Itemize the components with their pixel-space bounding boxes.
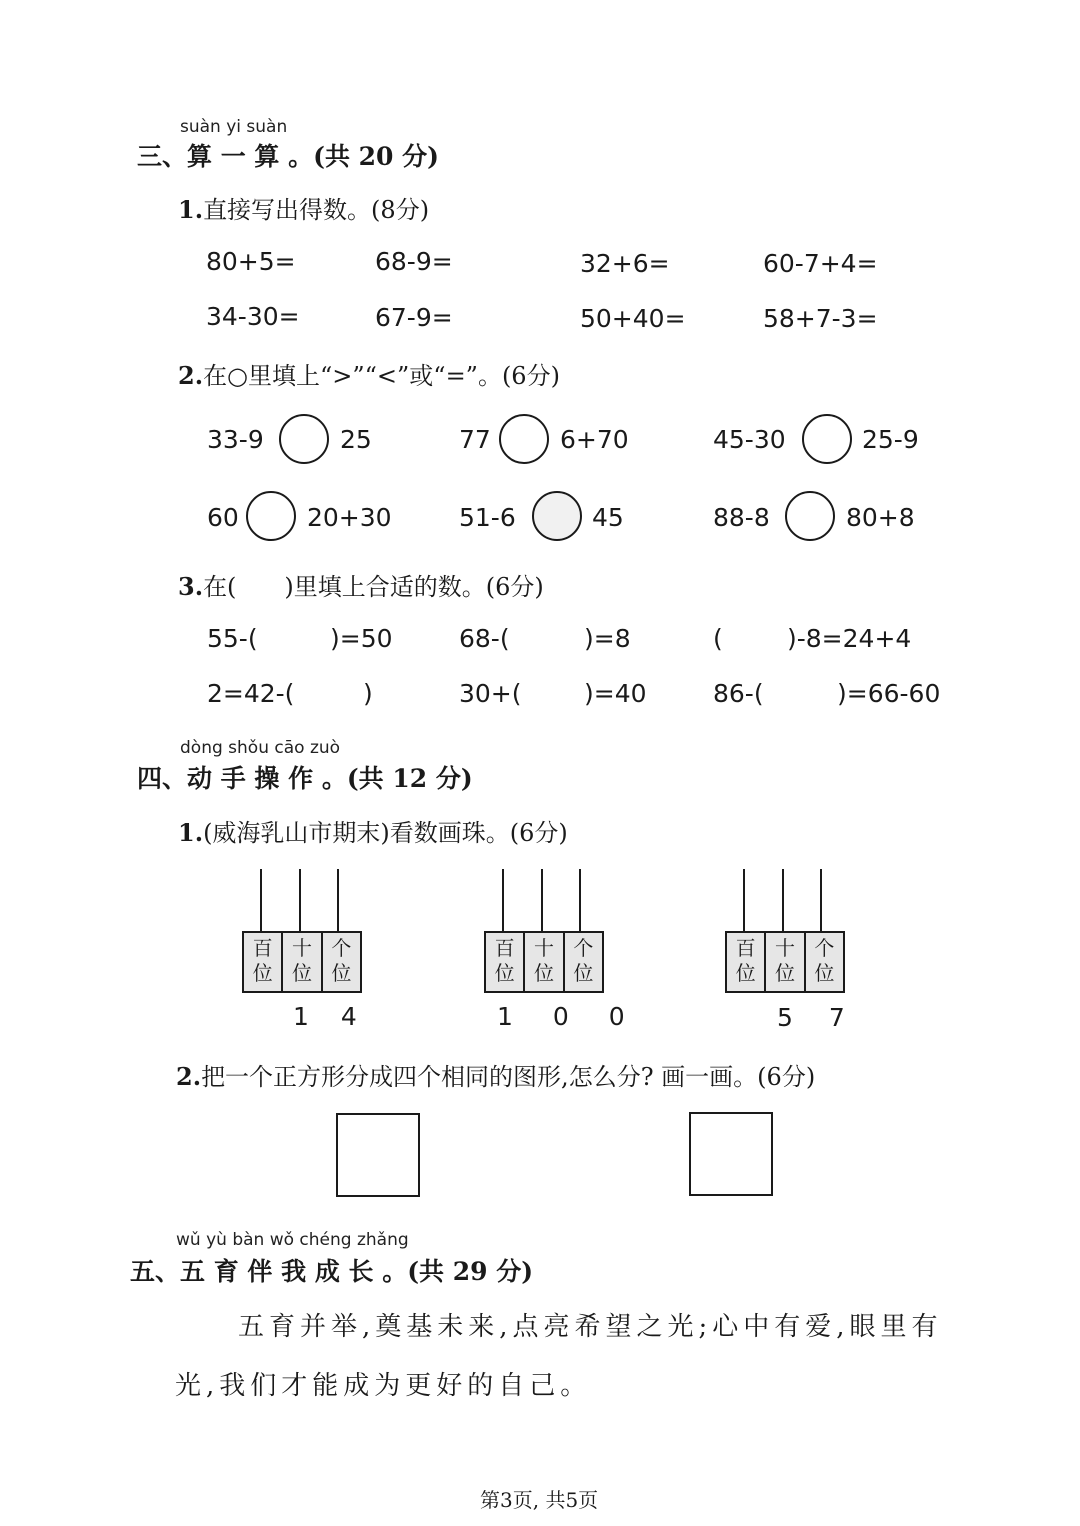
compare-right: 20+30: [307, 503, 392, 532]
fill-blank-part: )=40: [584, 679, 647, 708]
answer-circle[interactable]: [532, 491, 582, 541]
abacus-rod[interactable]: [820, 869, 822, 931]
q4-1-text: (威海乳山市期末)看数画珠。(6分): [203, 819, 568, 847]
answer-circle[interactable]: [499, 414, 549, 464]
q2-number: 2.: [178, 361, 204, 390]
abacus-rod[interactable]: [337, 869, 339, 931]
place-label-hundreds: 百 位: [727, 933, 766, 991]
place-value-base: [484, 931, 604, 993]
q4-1-number: 1.: [178, 818, 204, 847]
abacus: [725, 869, 845, 1009]
section3-pinyin: suàn yi suàn: [180, 117, 288, 137]
abacus-rod[interactable]: [579, 869, 581, 931]
q1-eq: 58+7-3=: [763, 304, 878, 333]
section4-pinyin: dòng shǒu cāo zuò: [180, 738, 341, 758]
q2-text: 在○里填上“>”“<”或“=”。(6分): [203, 362, 560, 390]
abacus: [242, 869, 362, 1009]
section5-paragraph-line2: 光,我们才能成为更好的自己。: [175, 1371, 592, 1401]
page-number: 第3页, 共5页: [480, 1488, 599, 1512]
fill-blank-part: (: [713, 624, 723, 653]
fill-blank-part: 2=42-(: [207, 679, 295, 708]
answer-circle[interactable]: [246, 491, 296, 541]
compare-left: 60: [207, 503, 239, 532]
answer-circle[interactable]: [279, 414, 329, 464]
q3-heading: [178, 567, 544, 602]
place-label-hundreds: 百 位: [244, 933, 283, 991]
abacus-number: 1 4: [293, 1002, 369, 1031]
q1-heading: [178, 190, 429, 225]
abacus-number: 5 7: [777, 1003, 859, 1032]
q1-eq: 68-9=: [375, 247, 453, 276]
q4-1-heading: [178, 813, 568, 848]
fill-blank-part: )-8=24+4: [787, 624, 912, 653]
compare-left: 51-6: [459, 503, 516, 532]
place-label-ones: 个 位: [814, 936, 835, 985]
q4-2-heading: [176, 1057, 815, 1092]
place-label-tens: 十 位: [525, 933, 564, 991]
fill-blank-part: )=8: [584, 624, 631, 653]
q2-heading: [178, 356, 560, 391]
drawing-square[interactable]: [689, 1112, 773, 1196]
section3-title: 三、算 一 算 。(共 20 分): [137, 142, 439, 171]
q4-2-text: 把一个正方形分成四个相同的图形,怎么分? 画一画。(6分): [201, 1063, 816, 1091]
q1-eq: 32+6=: [580, 249, 670, 278]
compare-right: 25: [340, 425, 372, 454]
place-value-base: [725, 931, 845, 993]
section5-paragraph-line1: 五育并举,奠基未来,点亮希望之光;心中有爱,眼里有: [238, 1312, 943, 1342]
fill-blank-part: 68-(: [459, 624, 510, 653]
q1-eq: 67-9=: [375, 303, 453, 332]
section5-title: 五、五 育 伴 我 成 长 。(共 29 分): [130, 1257, 534, 1286]
drawing-square[interactable]: [336, 1113, 420, 1197]
q1-eq: 50+40=: [580, 304, 686, 333]
fill-blank-part: )=50: [330, 624, 393, 653]
abacus-rod[interactable]: [782, 869, 784, 931]
abacus-number: 1 0 0: [497, 1002, 641, 1031]
compare-right: 6+70: [560, 425, 629, 454]
abacus-rod[interactable]: [541, 869, 543, 931]
compare-right: 45: [592, 503, 624, 532]
abacus-rod[interactable]: [502, 869, 504, 931]
fill-blank-part: 86-(: [713, 679, 764, 708]
place-value-base: [242, 931, 362, 993]
fill-blank-part: )=66-60: [837, 679, 941, 708]
q1-eq: 60-7+4=: [763, 249, 878, 278]
place-label-hundreds: 百 位: [486, 933, 525, 991]
q1-eq: 34-30=: [206, 302, 300, 331]
answer-circle[interactable]: [802, 414, 852, 464]
place-label-ones: 个 位: [331, 936, 352, 985]
answer-circle[interactable]: [785, 491, 835, 541]
compare-left: 33-9: [207, 425, 264, 454]
compare-left: 88-8: [713, 503, 770, 532]
q1-number: 1.: [178, 195, 204, 224]
abacus-rod[interactable]: [260, 869, 262, 931]
abacus: [484, 869, 604, 1009]
place-label-tens: 十 位: [766, 933, 805, 991]
place-label-tens: 十 位: [283, 933, 322, 991]
place-label-ones: 个 位: [573, 936, 594, 985]
section4-title: 四、动 手 操 作 。(共 12 分): [137, 764, 473, 793]
compare-right: 80+8: [846, 503, 915, 532]
compare-left: 77: [459, 425, 491, 454]
fill-blank-part: ): [363, 679, 373, 708]
fill-blank-part: 55-(: [207, 624, 258, 653]
fill-blank-part: 30+(: [459, 679, 522, 708]
compare-right: 25-9: [862, 425, 919, 454]
compare-left: 45-30: [713, 425, 786, 454]
q3-text: 在( )里填上合适的数。(6分): [203, 573, 544, 601]
q1-text: 直接写出得数。(8分): [203, 196, 430, 224]
q1-eq: 80+5=: [206, 247, 296, 276]
abacus-rod[interactable]: [299, 869, 301, 931]
q4-2-number: 2.: [176, 1062, 202, 1091]
section5-pinyin: wǔ yù bàn wǒ chéng zhǎng: [176, 1230, 409, 1250]
abacus-rod[interactable]: [743, 869, 745, 931]
q3-number: 3.: [178, 572, 204, 601]
